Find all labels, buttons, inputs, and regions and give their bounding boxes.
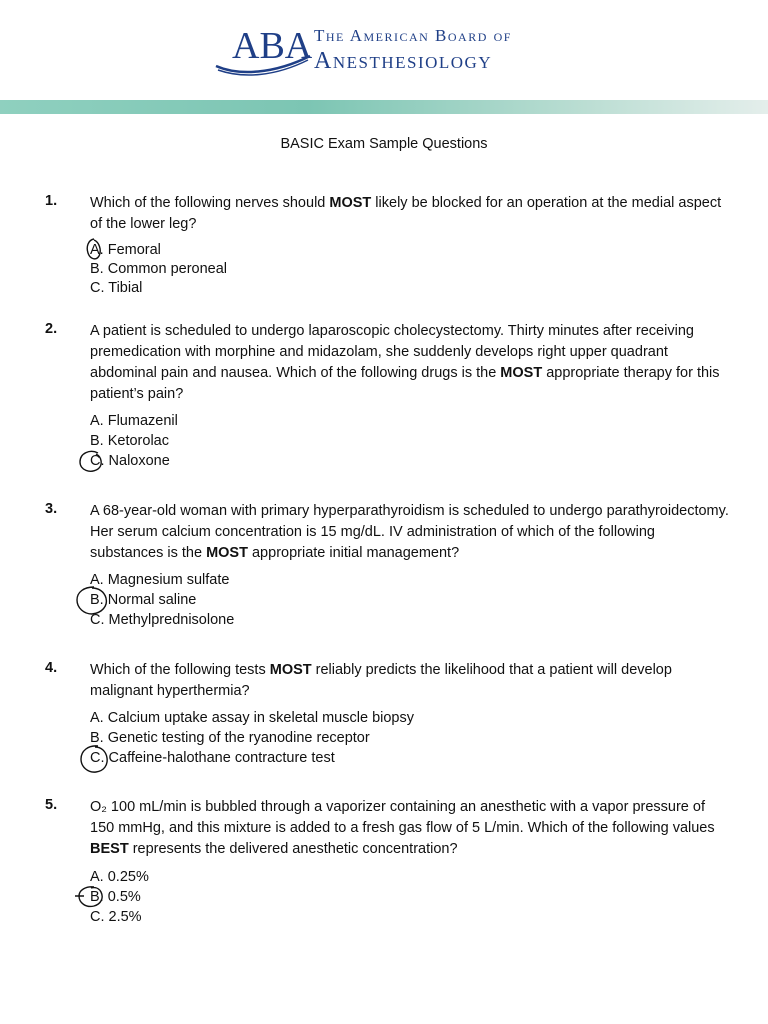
header-color-bar — [0, 100, 768, 114]
option-b: B. Genetic testing of the ryanodine receptor — [90, 730, 370, 746]
option-b: B. 0.5% — [90, 889, 141, 905]
option-a: A. 0.25% — [90, 869, 149, 885]
option-c: C. Naloxone — [90, 453, 170, 469]
question-number: 2. — [45, 321, 58, 337]
logo-line-1: The American Board of — [314, 26, 512, 45]
page-title: BASIC Exam Sample Questions — [280, 136, 488, 152]
question-number: 4. — [45, 660, 58, 676]
question-stem: Which of the following tests MOST reliably predicts the likelihood that a patient will develop malignant hyperthermia? — [90, 662, 672, 699]
answer-options — [90, 411, 178, 471]
logo-abbreviation: ABA — [232, 25, 313, 67]
answer-options — [90, 241, 227, 298]
option-a: A. Flumazenil — [90, 413, 178, 429]
option-c: C. 2.5% — [90, 909, 142, 925]
page-header — [0, 0, 768, 114]
question-stem: A 68-year-old woman with primary hyperparathyroidism is scheduled to undergo parathyroidectomy. Her serum calcium concentration is 15 mg/dL. IV administration of which of the following substances is the MOST appropriate initial management? — [90, 503, 729, 561]
option-b: B. Normal saline — [90, 592, 197, 608]
logo-line-2: Anesthesiology — [314, 48, 493, 74]
question-number: 1. — [45, 193, 58, 209]
question-number: 5. — [45, 797, 58, 813]
option-c: C. Caffeine-halothane contracture test — [90, 750, 335, 766]
option-a: A. Femoral — [90, 242, 161, 258]
option-a: A. Calcium uptake assay in skeletal muscle biopsy — [90, 710, 414, 726]
question-stem: Which of the following nerves should MOST likely be blocked for an operation at the medial aspect of the lower leg? — [90, 195, 722, 232]
answer-options — [90, 570, 234, 630]
question-stem: O₂ 100 mL/min is bubbled through a vaporizer containing an anesthetic with a vapor pressure of 150 mmHg, and this mixture is added to a fresh gas flow of 5 L/min. Which of the following values BEST represents the delivered anesthetic concentration? — [90, 799, 715, 857]
answer-options — [90, 867, 149, 927]
option-b: B. Ketorolac — [90, 433, 169, 449]
question-stem: A patient is scheduled to undergo laparoscopic cholecystectomy. Thirty minutes after receiving premedication with morphine and midazolam, she suddenly develops right upper quadrant abdominal pain and nausea. Which of the following drugs is the MOST appropriate therapy for this patient’s pain? — [90, 323, 720, 402]
option-a: A. Magnesium sulfate — [90, 572, 230, 588]
option-c: C. Tibial — [90, 280, 143, 296]
answer-options — [90, 708, 414, 768]
aba-logo — [214, 22, 554, 78]
question-number: 3. — [45, 501, 58, 517]
option-b: B. Common peroneal — [90, 261, 228, 277]
option-c: C. Methylprednisolone — [90, 612, 235, 628]
